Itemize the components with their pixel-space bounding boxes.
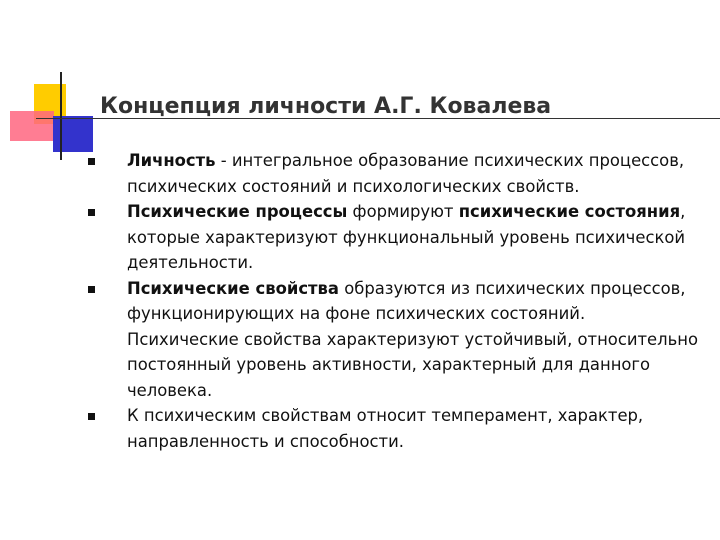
item-text: К психическим свойствам относит темперамент, характер, направленность и способности. <box>127 406 644 451</box>
list-item <box>80 199 700 276</box>
item-text: - интегральное образование психических процессов, психических состояний и психологических свойств. <box>127 151 685 196</box>
list-item <box>80 148 700 199</box>
bullet-list <box>80 148 700 454</box>
list-item <box>80 276 700 404</box>
square-bullet-icon <box>88 158 95 165</box>
item-text: образуются из психических процессов, функционирующих на фоне психических состояний. Психические свойства характеризуют устойчивый, относительно постоянный уровень активности, характерный для данного человека. <box>127 278 698 400</box>
decor-red-square <box>10 111 54 141</box>
slide-title: Концепция личности А.Г. Ковалева <box>100 94 552 119</box>
term: Психические процессы <box>127 202 348 221</box>
decor-blue-square <box>53 116 93 152</box>
term: Личность <box>127 151 216 170</box>
square-bullet-icon <box>88 413 95 420</box>
term: Психические свойства <box>127 278 339 298</box>
square-bullet-icon <box>88 286 95 293</box>
term: психические состояния <box>458 202 681 221</box>
list-item <box>80 403 700 454</box>
square-bullet-icon <box>88 209 95 216</box>
item-text: формируют <box>347 202 459 221</box>
decor-vertical-line <box>60 72 62 160</box>
item-text: , которые характеризуют функциональный уровень психической деятельности. <box>127 202 686 272</box>
